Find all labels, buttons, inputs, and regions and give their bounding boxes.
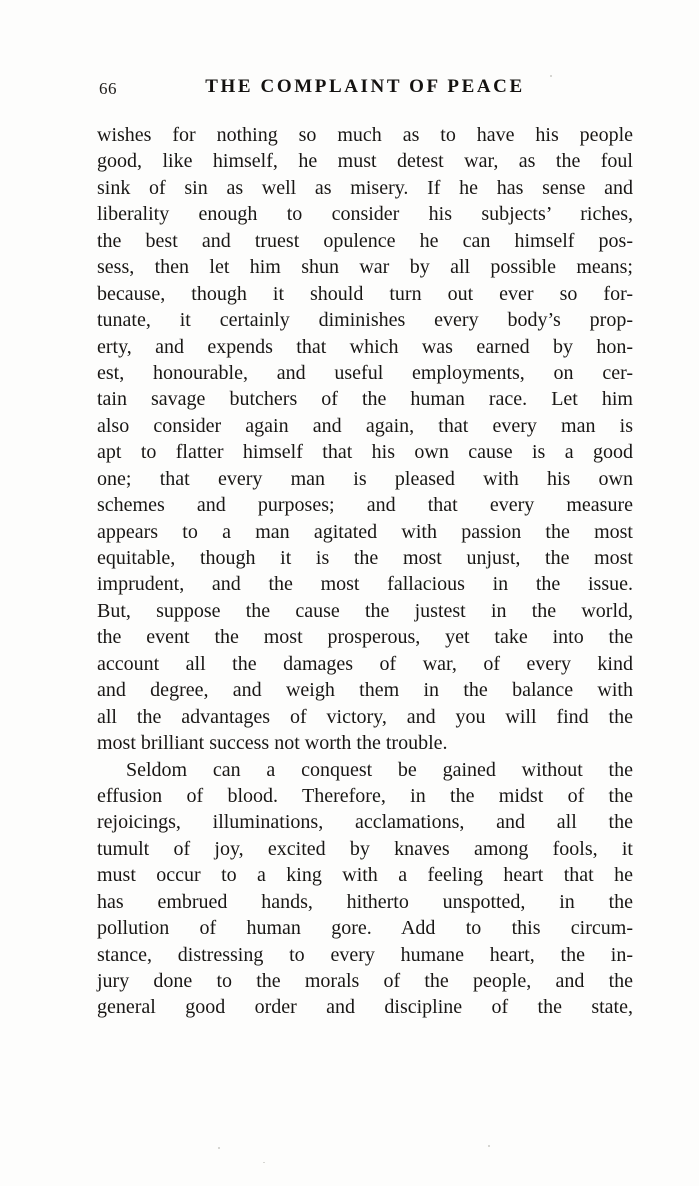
text-line: wishes for nothing so much as to have his people (97, 124, 633, 146)
scan-speck (550, 75, 552, 77)
text-line: the event the most prosperous, yet take into the (97, 626, 633, 649)
text-line: tumult of joy, excited by knaves among fools, it (97, 837, 633, 860)
scan-speck (488, 1145, 490, 1147)
text-line: est, honourable, and useful employments, on cer- (97, 361, 633, 384)
text-line: sess, then let him shun war by all possible means; (97, 256, 633, 279)
text-line: has embrued hands, hitherto unspotted, in the (97, 890, 633, 913)
scan-speck (263, 1162, 265, 1163)
text-line: because, though it should turn out ever so for- (97, 282, 633, 305)
text-line: jury done to the morals of the people, and the (97, 970, 633, 992)
text-line: imprudent, and the most fallacious in the issue. (97, 573, 633, 596)
text-line: tunate, it certainly diminishes every body’s prop- (97, 309, 633, 332)
text-column (97, 76, 633, 1021)
page-title: THE COMPLAINT OF PEACE (205, 76, 525, 97)
text-line: liberality enough to consider his subjects’ riches, (97, 203, 633, 226)
text-line: tain savage butchers of the human race. Let him (97, 388, 633, 411)
text-line: must occur to a king with a feeling heart that he (97, 864, 633, 887)
text-line: one; that every man is pleased with his own (97, 467, 633, 490)
running-header (97, 76, 633, 100)
page-number: 66 (99, 79, 117, 98)
text-line: rejoicings, illuminations, acclamations, and all the (97, 811, 633, 834)
text-line: and degree, and weigh them in the balance with (97, 679, 633, 702)
text-line: also consider again and again, that every man is (97, 414, 633, 437)
text-line: Seldom can a conquest be gained without the (126, 758, 633, 781)
text-line: apt to flatter himself that his own cause is a good (97, 441, 633, 464)
text-line: most brilliant success not worth the trouble. (97, 732, 448, 755)
text-line: effusion of blood. Therefore, in the midst of the (97, 784, 633, 807)
text-line: equitable, though it is the most unjust, the most (97, 547, 633, 569)
body-text (97, 122, 633, 1021)
text-line: pollution of human gore. Add to this circum- (97, 917, 633, 940)
text-line: stance, distressing to every humane heart, the in- (97, 943, 633, 966)
text-line: erty, and expends that which was earned by hon- (97, 335, 633, 358)
text-line: But, suppose the cause the justest in the world, (97, 599, 633, 622)
text-line: good, like himself, he must detest war, as the foul (97, 150, 633, 173)
text-line: appears to a man agitated with passion the most (97, 520, 633, 543)
text-line: account all the damages of war, of every kind (97, 652, 633, 675)
text-line: schemes and purposes; and that every measure (97, 494, 633, 517)
text-line: general good order and discipline of the state, (97, 996, 633, 1019)
text-line: all the advantages of victory, and you will find the (97, 705, 633, 728)
text-line: sink of sin as well as misery. If he has sense and (97, 176, 633, 199)
scan-speck (218, 1147, 220, 1149)
text-line: the best and truest opulence he can himself pos- (97, 229, 633, 252)
